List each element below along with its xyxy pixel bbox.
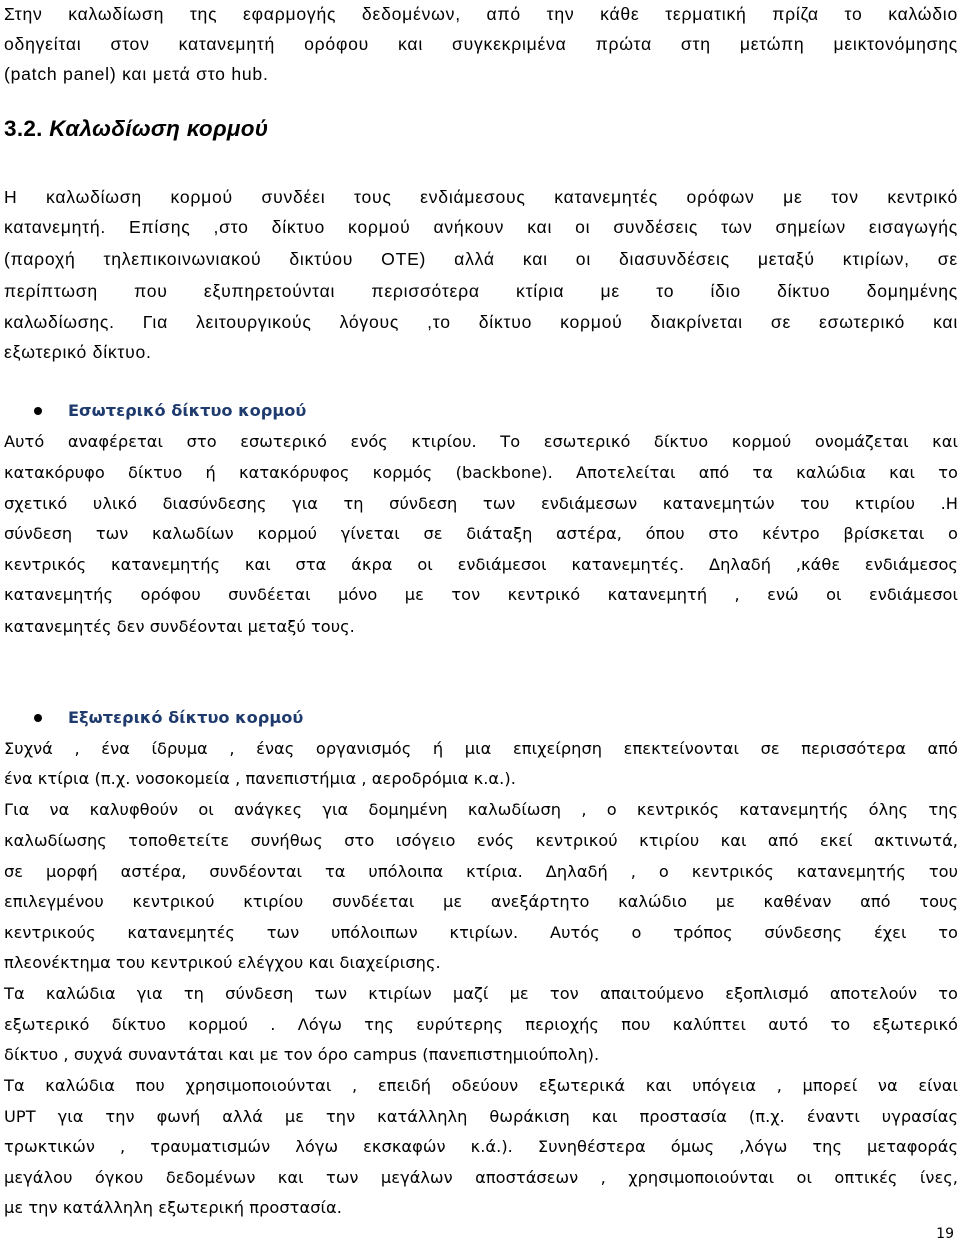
external-line: δίκτυο , συχνά συναντάται και με τον όρο campus (πανεπιστημιούπολη).	[4, 1045, 600, 1064]
external-line: καλωδίωσης τοποθετείτε συνήθως στο ισόγειο ενός κεντρικού κτιρίου και από εκεί ακτινωτά,	[4, 831, 958, 850]
page-number: 19	[936, 1226, 954, 1242]
external-line: Συχνά , ένα ίδρυμα , ένας οργανισμός ή μια επιχείρηση επεκτείνονται σε περισσότερα από	[4, 739, 958, 758]
external-line: Για να καλυφθούν οι ανάγκες για δομημένη καλωδίωση , ο κεντρικός κατανεμητής όλης της	[4, 800, 958, 819]
external-line: εξωτερικό δίκτυο κορμού . Λόγω της ευρύτερης περιοχής που καλύπτει αυτό το εξωτερικό	[4, 1015, 958, 1034]
section-para-line: εξωτερικό δίκτυο.	[4, 342, 152, 362]
external-line: με την κατάλληλη εξωτερική προστασία.	[4, 1198, 342, 1217]
section-para-line: περίπτωση που εξυπηρετούνται περισσότερα κτίρια με το ίδιο δίκτυο δομημένης	[4, 281, 958, 301]
internal-backbone-title: Εσωτερικό δίκτυο κορμού	[68, 401, 307, 420]
internal-line: Αυτό αναφέρεται στο εσωτερικό ενός κτιρίου. Το εσωτερικό δίκτυο κορμού ονομάζεται και	[4, 432, 958, 451]
intro-line: οδηγείται στον κατανεμητή ορόφου και συγκεκριμένα πρώτα στη μετώπη μεικτονόμησης	[4, 34, 958, 54]
section-heading	[4, 116, 268, 142]
external-line: Τα καλώδια που χρησιμοποιούνται , επειδή οδεύουν εξωτερικά και υπόγεια , μπορεί να είναι	[4, 1076, 958, 1095]
section-para-line: καλωδίωσης. Για λειτουργικούς λόγους ,το δίκτυο κορμού διακρίνεται σε εσωτερικό και	[4, 312, 958, 332]
section-title: Καλωδίωση κορμού	[49, 116, 269, 141]
external-line: επιλεγμένου κεντρικού κτιρίου συνδέεται με ανεξάρτητο καλώδιο με καθέναν από τους	[4, 892, 958, 911]
section-para-line: κατανεμητή. Επίσης ,στο δίκτυο κορμού ανήκουν και οι συνδέσεις των σημείων εισαγωγής	[4, 217, 958, 237]
intro-line: (patch panel) και μετά στο hub.	[4, 64, 269, 84]
intro-line: Στην καλωδίωση της εφαρμογής δεδομένων, από την κάθε τερματική πρίζα το καλώδιο	[4, 4, 958, 24]
section-number: 3.2.	[4, 116, 43, 141]
internal-line: σύνδεση των καλωδίων κορμού γίνεται σε διάταξη αστέρα, όπου στο κέντρο βρίσκεται ο	[4, 524, 958, 543]
section-para-line: (παροχή τηλεπικοινωνιακού δικτύου ΟΤΕ) αλλά και οι διασυνδέσεις μεταξύ κτιρίων, σε	[4, 249, 958, 269]
section-para-line: Η καλωδίωση κορμού συνδέει τους ενδιάμεσους κατανεμητές ορόφων με τον κεντρικό	[4, 187, 958, 207]
internal-line: κατακόρυφο δίκτυο ή κατακόρυφος κορμός (backbone). Αποτελείται από τα καλώδια και το	[4, 463, 958, 482]
external-line: πλεονέκτημα του κεντρικού ελέγχου και διαχείρισης.	[4, 953, 441, 972]
external-line: σε μορφή αστέρα, συνδέονται τα υπόλοιπα κτίρια. Δηλαδή , ο κεντρικός κατανεμητής του	[4, 862, 958, 881]
internal-line: σχετικό υλικό διασύνδεσης για τη σύνδεση των ενδιάμεσων κατανεμητών του κτιρίου .Η	[4, 494, 958, 513]
external-backbone-title: Εξωτερικό δίκτυο κορμού	[68, 708, 304, 727]
external-line: Τα καλώδια για τη σύνδεση των κτιρίων μαζί με τον απαιτούμενο εξοπλισμό αποτελούν το	[4, 984, 958, 1003]
bullet-icon	[34, 407, 42, 415]
internal-line: κατανεμητής ορόφου συνδέεται μόνο με τον κεντρικό κατανεμητή , ενώ οι ενδιάμεσοι	[4, 585, 958, 604]
external-line: κεντρικούς κατανεμητές των υπόλοιπων κτιρίων. Αυτός ο τρόπος σύνδεσης έχει το	[4, 923, 958, 942]
bullet-icon	[34, 714, 42, 722]
external-line: τρωκτικών , τραυματισμών λόγω εκσκαφών κ.ά.). Συνηθέστερα όμως ,λόγω της μεταφοράς	[4, 1137, 958, 1156]
internal-line: κεντρικός κατανεμητής και στα άκρα οι ενδιάμεσοι κατανεμητές. Δηλαδή ,κάθε ενδιάμεσος	[4, 555, 958, 574]
external-line: ένα κτίρια (π.χ. νοσοκομεία , πανεπιστήμια , αεροδρόμια κ.α.).	[4, 769, 516, 788]
internal-line: κατανεμητές δεν συνδέονται μεταξύ τους.	[4, 617, 355, 636]
external-line: μεγάλου όγκου δεδομένων και των μεγάλων αποστάσεων , χρησιμοποιούνται οι οπτικές ίνες,	[4, 1168, 958, 1187]
external-line: UPT για την φωνή αλλά με την κατάλληλη θωράκιση και προστασία (π.χ. έναντι υγρασίας	[4, 1107, 958, 1126]
